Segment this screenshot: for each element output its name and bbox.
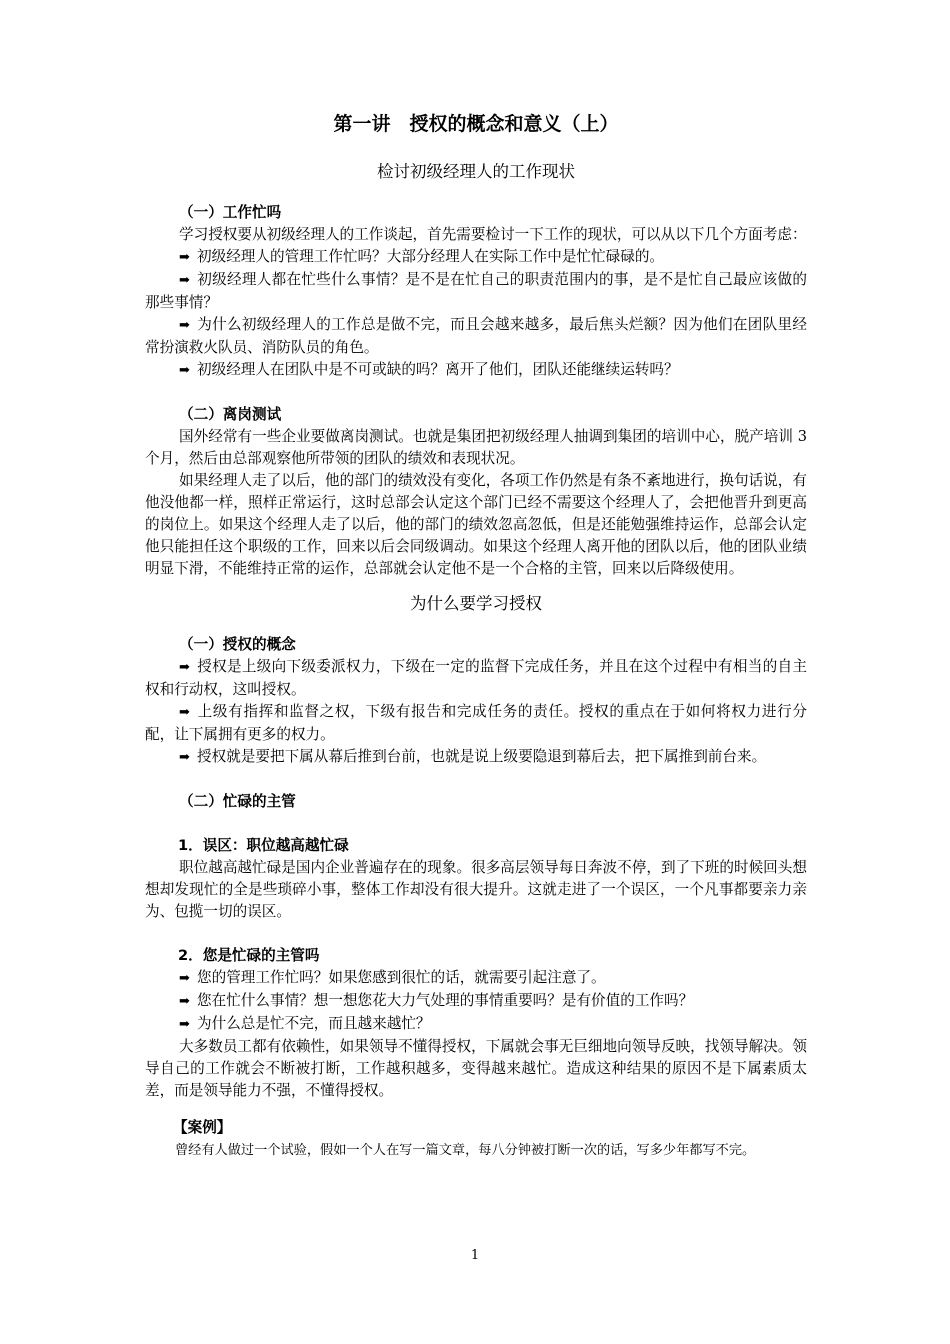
bullet-item xyxy=(145,990,807,1013)
bullet-text: 为什么总是忙不完，而且越来越忙？ xyxy=(197,1015,431,1032)
page-content xyxy=(145,110,807,1162)
bullet-item xyxy=(145,359,807,382)
arrow-right-icon: ➡ xyxy=(179,971,190,986)
bullet-item xyxy=(145,746,807,769)
paragraph: 学习授权要从初级经理人的工作谈起，首先需要检讨一下工作的现状，可以从以下几个方面考虑： xyxy=(179,226,807,243)
bullet-item xyxy=(145,656,807,701)
bullet-text: 为什么初级经理人的工作总是做不完，而且会越来越多，最后焦头烂额？因为他们在团队里经常扮演救火队员、消防队员的角色。 xyxy=(145,316,807,356)
arrow-right-icon: ➡ xyxy=(179,994,190,1009)
subsection-heading: （二）忙碌的主管 xyxy=(179,793,296,810)
bullet-item xyxy=(145,246,807,269)
item-heading: 1．误区：职位越高越忙碌 xyxy=(178,837,349,854)
paragraph: 职位越高越忙碌是国内企业普遍存在的现象。很多高层领导每日奔波不停，到了下班的时候回头想想却发现忙的全是些琐碎小事，整体工作却没有很大提升。这就走进了一个误区，一个凡事都要亲力亲为、包揽一切的误区。 xyxy=(145,859,807,920)
bullet-text: 初级经理人的管理工作忙吗？大部分经理人在实际工作中是忙忙碌碌的。 xyxy=(197,248,665,265)
paragraph: 国外经常有一些企业要做离岗测试。也就是集团把初级经理人抽调到集团的培训中心，脱产培训 3 个月，然后由总部观察他所带领的团队的绩效和表现状况。 xyxy=(145,428,807,467)
bullet-text: 初级经理人在团队中是不可或缺的吗？离开了他们，团队还能继续运转吗？ xyxy=(197,361,679,378)
bullet-item xyxy=(145,1013,807,1036)
arrow-right-icon: ➡ xyxy=(179,318,190,333)
subsection-heading: （一）工作忙吗 xyxy=(179,204,282,221)
subsection-heading: （二）离岗测试 xyxy=(179,406,282,423)
page-title: 第一讲 授权的概念和意义（上） xyxy=(333,113,619,135)
arrow-right-icon: ➡ xyxy=(179,705,190,720)
bullet-text: 初级经理人都在忙些什么事情？是不是在忙自己的职责范围内的事，是不是忙自己最应该做的那些事情？ xyxy=(145,271,807,311)
arrow-right-icon: ➡ xyxy=(179,660,190,675)
bullet-text: 授权是上级向下级委派权力，下级在一定的监督下完成任务，并且在这个过程中有相当的自主权和行动权，这叫授权。 xyxy=(145,658,807,698)
page-number: 1 xyxy=(470,1248,480,1263)
bullet-text: 上级有指挥和监督之权，下级有报告和完成任务的责任。授权的重点在于如何将权力进行分配，让下属拥有更多的权力。 xyxy=(145,703,807,743)
subsection-heading: （一）授权的概念 xyxy=(179,636,296,653)
arrow-right-icon: ➡ xyxy=(179,273,190,288)
bullet-item xyxy=(145,967,807,990)
bullet-text: 授权就是要把下属从幕后推到台前，也就是说上级要隐退到幕后去，把下属推到前台来。 xyxy=(197,748,767,765)
arrow-right-icon: ➡ xyxy=(179,363,190,378)
bullet-item xyxy=(145,269,807,314)
bullet-text: 您在忙什么事情？想一想您花大力气处理的事情重要吗？是有价值的工作吗？ xyxy=(197,992,694,1009)
case-text: 曾经有人做过一个试验，假如一个人在写一篇文章，每八分钟被打断一次的话，写多少年都写不完。 xyxy=(175,1143,756,1158)
bullet-item xyxy=(145,314,807,359)
item-heading: 2．您是忙碌的主管吗 xyxy=(178,947,320,964)
paragraph: 如果经理人走了以后，他的部门的绩效没有变化，各项工作仍然是有条不紊地进行，换句话说，有他没他都一样，照样正常运行，这时总部会认定这个部门已经不需要这个经理人了，会把他晋升到更高的岗位上。如果这个经理人走了以后，他的部门的绩效忽高忽低，但是还能勉强维持运作，总部会认定他只能担任这个职级的工作，回来以后会同级调动。如果这个经理人离开他的团队以后，他的团队业绩明显下滑，不能维持正常的运作，总部就会认定他不是一个合格的主管，回来以后降级使用。 xyxy=(145,472,807,577)
arrow-right-icon: ➡ xyxy=(179,750,190,765)
paragraph: 大多数员工都有依赖性，如果领导不懂得授权，下属就会事无巨细地向领导反映，找领导解决。领导自己的工作就会不断被打断，工作越积越多，变得越来越忙。造成这种结果的原因不是下属素质太差，而是领导能力不强，不懂得授权。 xyxy=(145,1038,807,1099)
arrow-right-icon: ➡ xyxy=(179,1017,190,1032)
case-label: 【案例】 xyxy=(173,1119,232,1136)
bullet-item xyxy=(145,701,807,746)
section-heading: 检讨初级经理人的工作现状 xyxy=(377,162,575,181)
section-heading: 为什么要学习授权 xyxy=(410,594,542,613)
arrow-right-icon: ➡ xyxy=(179,250,190,265)
bullet-text: 您的管理工作忙吗？如果您感到很忙的话，就需要引起注意了。 xyxy=(197,969,606,986)
